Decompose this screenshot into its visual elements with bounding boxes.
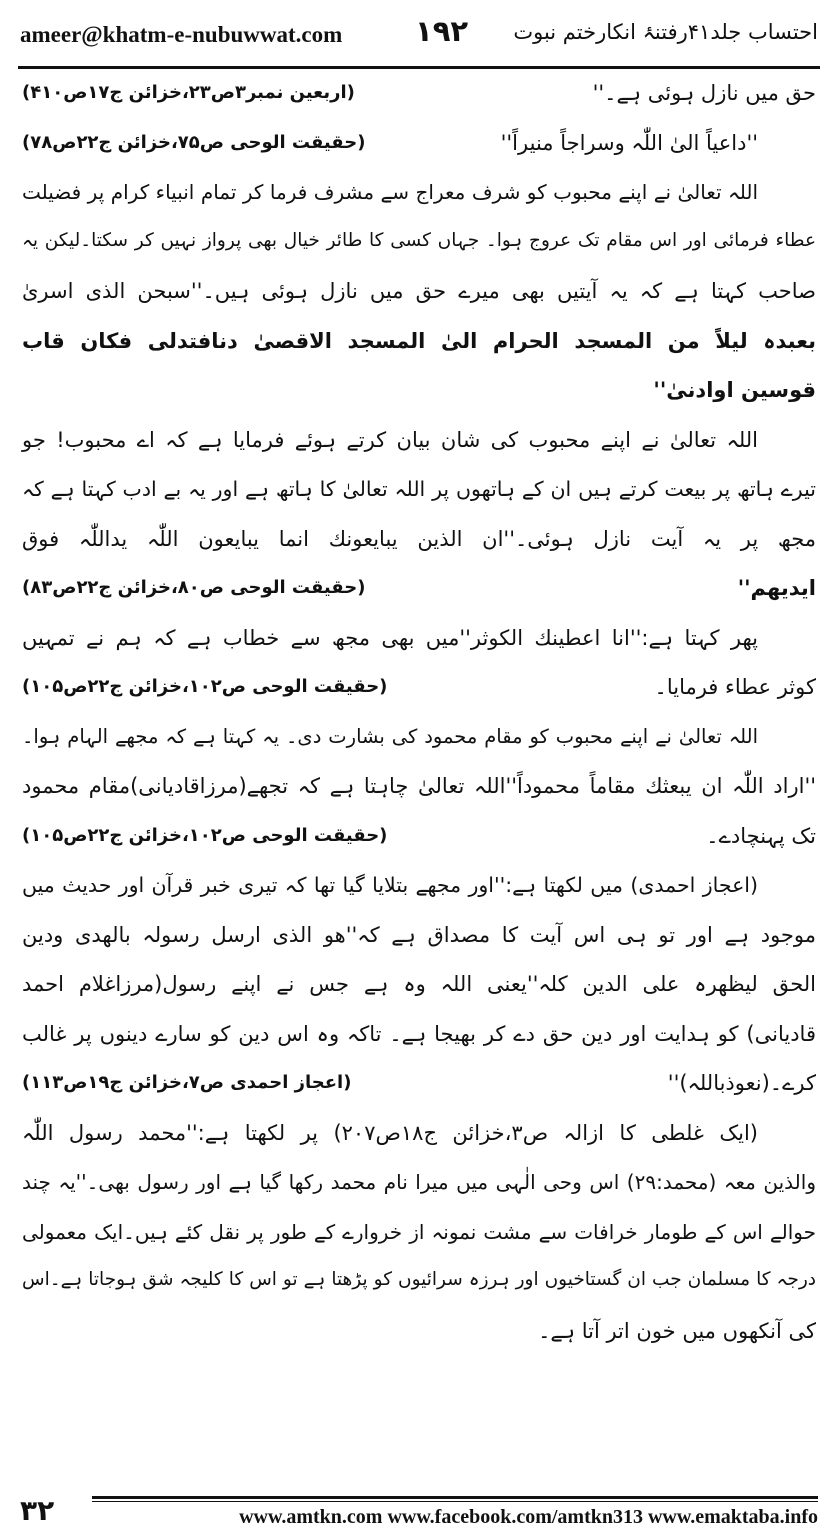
text-line <box>22 1219 816 1269</box>
citation-reference: (حقیقت الوحی ص۸۰،خزائن ج۲۲ص۸۳) <box>22 577 366 598</box>
line-text: موجود ہے اور تو ہی اس آیت کا مصداق ہے کہ''ھو الذی ارسل رسولہ بالھدی ودین <box>22 922 816 947</box>
line-text: (ایک غلطی کا ازالہ ص۳،خزائن ج۱۸ص۲۰۷) پر لکھتا ہے:''محمد رسول اللّٰہ <box>22 1120 758 1145</box>
text-line <box>22 278 816 328</box>
header-book-title: احتساب جلد۴۱رفتنۂ انکارختم نبوت <box>513 20 818 44</box>
line-text: قادیانی) کو ہدایت اور دین حق دے کر بھیجا ہے۔ تاکہ وہ اس دین کو سارے دینوں پر غالب <box>22 1021 816 1046</box>
text-line <box>22 1169 816 1219</box>
text-line <box>22 427 816 477</box>
line-text: کی آنکھوں میں خون اتر آتا ہے۔ <box>538 1318 816 1343</box>
text-line <box>22 179 816 229</box>
text-line <box>22 773 816 823</box>
page-header <box>20 12 818 58</box>
text-line <box>22 922 816 972</box>
line-text: پھر کہتا ہے:''انا اعطینك الکوثر''میں بھی مجھ سے خطاب ہے کہ ہم نے تمہیں <box>22 625 758 650</box>
line-text: صاحب کہتا ہے کہ یہ آیتیں بھی میرے حق میں نازل ہوئی ہیں۔''سبحن الذی اسریٰ <box>22 279 816 303</box>
text-line <box>22 823 816 873</box>
line-text: حوالے اس کے طومار خرافات سے مشت نمونہ از خروارے کے طور پر نقل کئے ہیں۔ایک معمولی <box>22 1219 816 1244</box>
header-divider <box>18 66 820 69</box>
citation-reference: (حقیقت الوحی ص۷۵،خزائن ج۲۲ص۷۸) <box>22 131 366 153</box>
page-footer <box>20 1494 818 1532</box>
header-email: ameer@khatm-e-nubuwwat.com <box>20 22 343 47</box>
text-line <box>22 1318 816 1368</box>
text-line <box>22 1021 816 1071</box>
line-text: قوسین اوادنیٰ'' <box>653 378 816 402</box>
text-line <box>22 130 816 180</box>
text-line <box>22 476 816 526</box>
line-text: مجھ پر یہ آیت نازل ہوئی۔''ان الذین یبایعونك انما یبایعون اللّٰہ یداللّٰہ فوق <box>22 526 816 551</box>
citation-reference: (اربعین نمبر۳ص۲۳،خزائن ج۱۷ص۴۱۰) <box>22 82 355 103</box>
line-text: اللہ تعالیٰ نے اپنے محبوب کو شرف معراج سے مشرف فرما کر تمام انبیاء کرام پر فضیلت <box>22 180 758 204</box>
line-text: بعبدہ لیلاً من المسجد الحرام الیٰ المسجد الاقصیٰ دنافتدلی فکان قاب <box>22 328 816 353</box>
text-line <box>22 526 816 576</box>
line-text: عطاء فرمائی اور اس مقام تک عروج ہوا۔ جہاں کسی کا طائر خیال بھی پرواز نہیں کر سکتا۔لیکن یہ <box>22 229 816 251</box>
footer-divider <box>92 1496 818 1499</box>
text-line <box>22 377 816 427</box>
header-page-number: ۱۹۲ <box>415 14 469 48</box>
line-text: (اعجاز احمدی) میں لکھتا ہے:''اور مجھے بتلایا گیا تھا کہ تیری خبر قرآن اور حدیث میں <box>22 873 758 897</box>
line-text: اللہ تعالیٰ نے اپنے محبوب کو مقام محمود کی بشارت دی۔ یہ کہتا ہے کہ مجھے الہام ہوا۔ <box>22 724 758 748</box>
text-line <box>22 1070 816 1120</box>
text-line <box>22 80 816 130</box>
citation-reference: (حقیقت الوحی ص۱۰۲،خزائن ج۲۲ص۱۰۵) <box>22 676 388 697</box>
line-text: ایدیھم'' <box>737 576 816 600</box>
line-text: تک پہنچادے۔ <box>706 823 816 848</box>
footer-divider-thin <box>92 1501 818 1502</box>
text-line <box>22 328 816 378</box>
line-text: حق میں نازل ہوئی ہے۔'' <box>592 81 816 105</box>
text-line <box>22 674 816 724</box>
line-text: کرے۔(نعوذباللہ)'' <box>667 1071 816 1095</box>
text-line <box>22 625 816 675</box>
citation-reference: (حقیقت الوحی ص۱۰۲،خزائن ج۲۲ص۱۰۵) <box>22 824 388 846</box>
footer-page-number: ۳۲ <box>20 1494 55 1527</box>
text-line <box>22 724 816 774</box>
line-text: الحق لیظھرہ علی الدین کلہ''یعنی اللہ وہ ہے جس نے اپنے رسول(مرزاغلام احمد <box>22 972 816 996</box>
line-text: ''داعیاً الیٰ اللّٰہ وسراجاً منیراً'' <box>500 130 758 155</box>
footer-links: www.amtkn.com www.facebook.com/amtkn313 www.emaktaba.info <box>239 1506 818 1528</box>
line-text: والذین معہ (محمد:۲۹) اس وحی الٰہی میں میرا نام محمد رکھا گیا ہے اور رسول بھی۔''یہ چند <box>22 1170 816 1194</box>
line-text: کوثر عطاء فرمایا۔ <box>654 675 816 699</box>
text-line <box>22 1120 816 1170</box>
citation-reference: (اعجاز احمدی ص۷،خزائن ج۱۹ص۱۱۳) <box>22 1072 352 1093</box>
text-line <box>22 575 816 625</box>
text-line <box>22 872 816 922</box>
line-text: اللہ تعالیٰ نے اپنے محبوب کی شان بیان کرتے ہوئے فرمایا ہے کہ اے محبوب! جو <box>22 427 758 452</box>
line-text: درجہ کا مسلمان جب ان گستاخیوں اور ہرزہ سرائیوں کو پڑھتا ہے تو اس کا کلیجہ شق ہوجاتا ہے۔اس <box>22 1269 816 1290</box>
line-text: ''اراد اللّٰہ ان یبعثك مقاماً محموداً''اللہ تعالیٰ چاہتا ہے کہ تجھے(مرزاقادیانی)مقام محمود <box>22 774 816 798</box>
text-line <box>22 971 816 1021</box>
text-line <box>22 1268 816 1318</box>
line-text: تیرے ہاتھ پر بیعت کرتے ہیں ان کے ہاتھوں پر اللہ تعالیٰ کا ہاتھ ہے اور یہ بے ادب کہتا ہے کہ <box>22 477 816 501</box>
text-line <box>22 229 816 279</box>
